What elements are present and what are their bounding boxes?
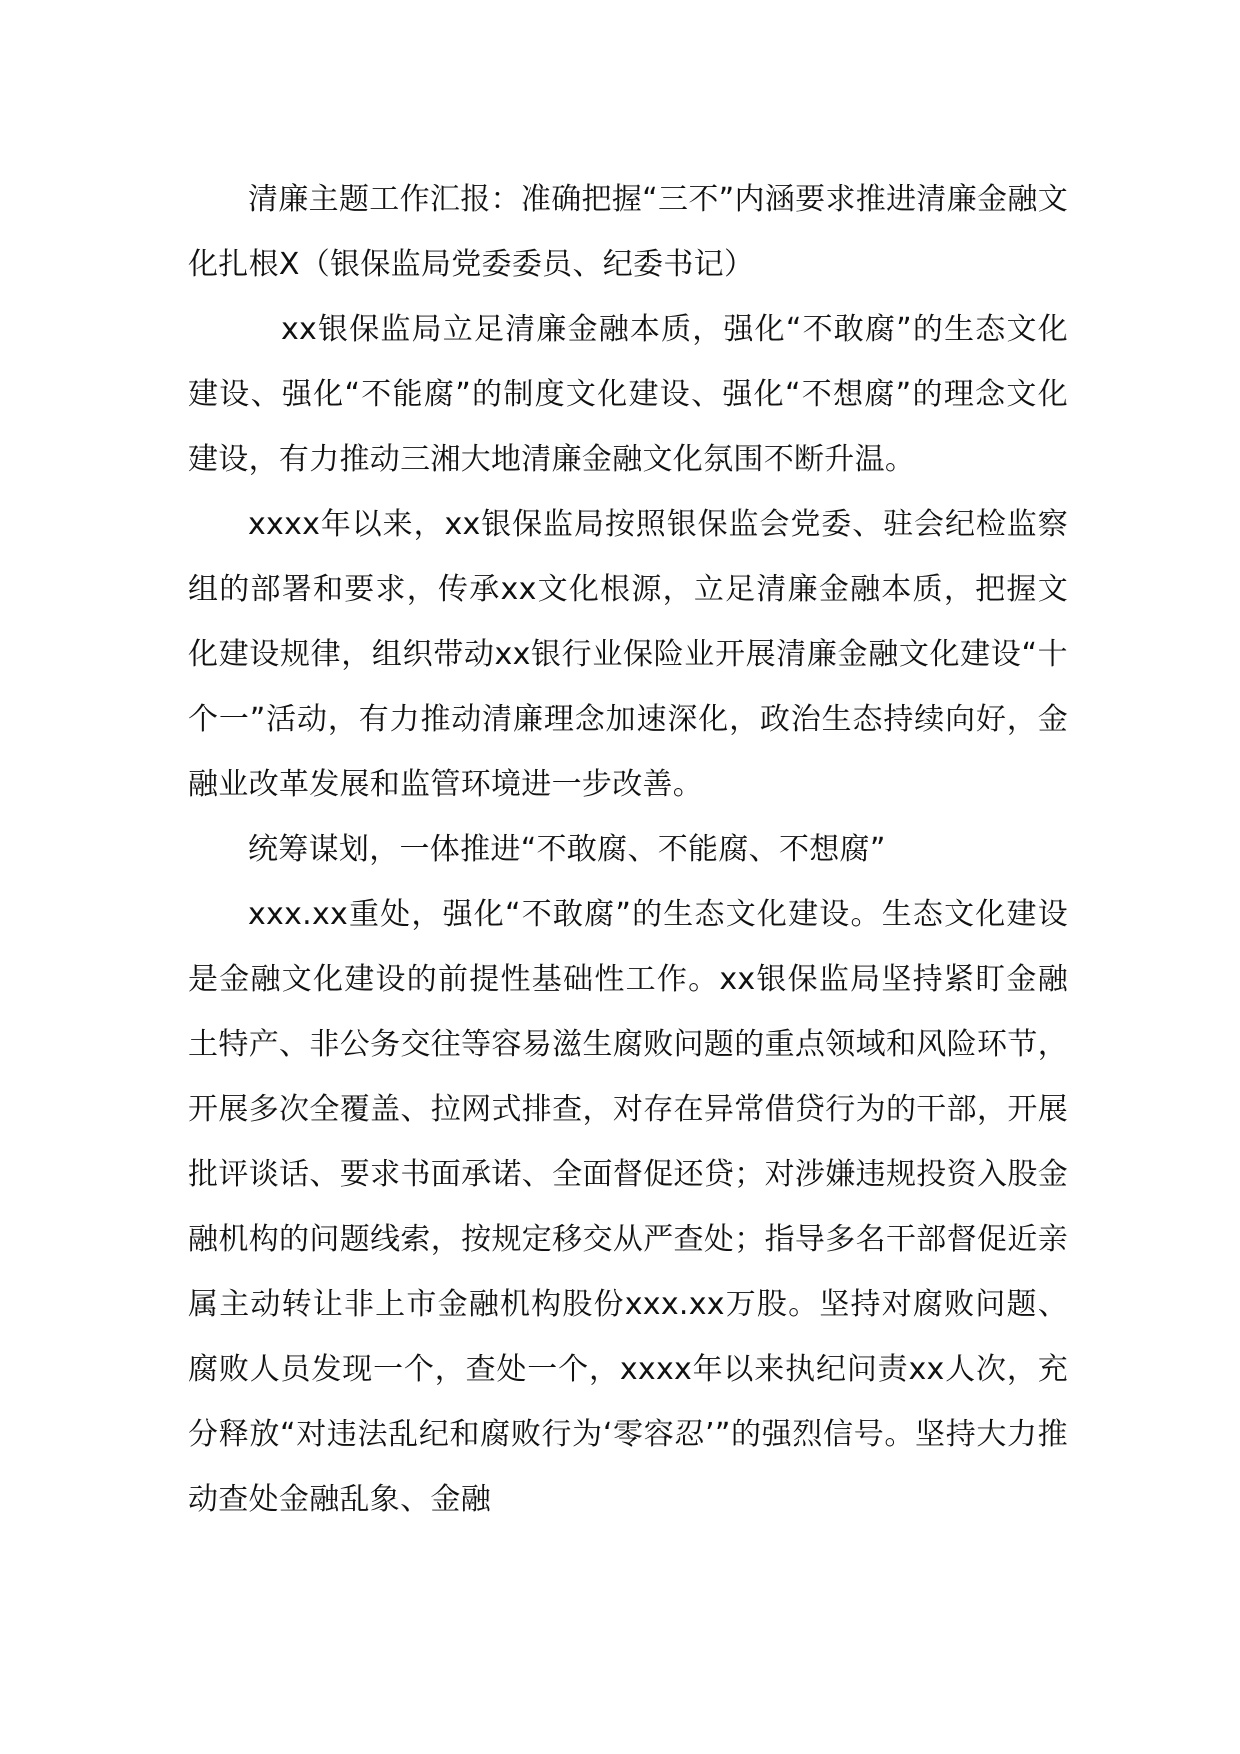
background-paragraph: xxxx年以来，xx银保监局按照银保监会党委、驻会纪检监察组的部署和要求，传承xx文化根源，立足清廉金融本质，把握文化建设规律，组织带动xx银行业保险业开展清廉金融文化建设“十个一”活动，有力推动清廉理念加速深化，政治生态持续向好，金融业改革发展和监管环境进一步改善。	[188, 507, 1068, 802]
document-title: 清廉主题工作汇报：准确把握“三不”内涵要求推进清廉金融文化扎根X（银保监局党委委员、纪委书记）	[188, 182, 1068, 282]
document-body	[188, 167, 1068, 1532]
intro-paragraph: xx银保监局立足清廉金融本质，强化“不敢腐”的生态文化建设、强化“不能腐”的制度文化建设、强化“不想腐”的理念文化建设，有力推动三湘大地清廉金融文化氛围不断升温。	[188, 312, 1068, 477]
section-heading: 统筹谋划，一体推进“不敢腐、不能腐、不想腐”	[248, 832, 886, 867]
body-paragraph: xxx.xx重处，强化“不敢腐”的生态文化建设。生态文化建设是金融文化建设的前提性基础性工作。xx银保监局坚持紧盯金融土特产、非公务交往等容易滋生腐败问题的重点领域和风险环节，开展多次全覆盖、拉网式排查，对存在异常借贷行为的干部，开展批评谈话、要求书面承诺、全面督促还贷；对涉嫌违规投资入股金融机构的问题线索，按规定移交从严查处；指导多名干部督促近亲属主动转让非上市金融机构股份xxx.xx万股。坚持对腐败问题、腐败人员发现一个，查处一个，xxxx年以来执纪问责xx人次，充分释放“对违法乱纪和腐败行为‘零容忍’”的强烈信号。坚持大力推动查处金融乱象、金融	[188, 897, 1068, 1517]
